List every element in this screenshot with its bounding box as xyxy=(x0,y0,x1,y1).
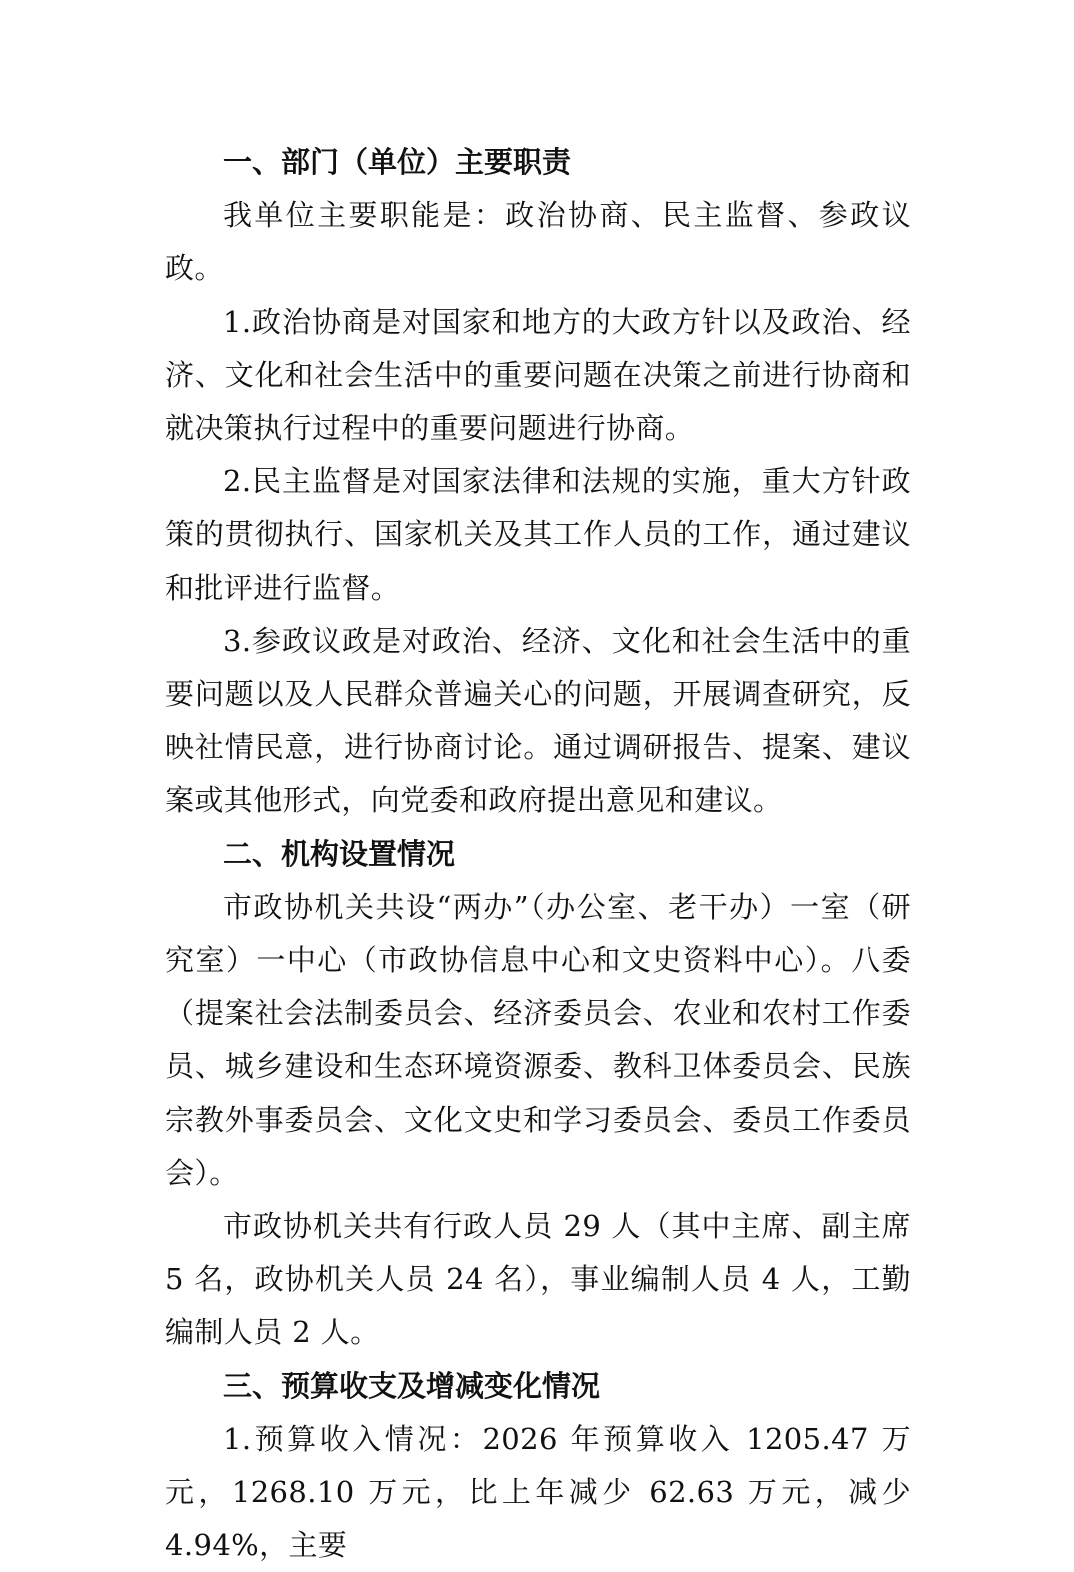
section-heading-organization: 二、机构设置情况 xyxy=(223,836,456,871)
paragraph-organization-setup: 市政协机关共设“两办”（办公室、老干办）一室（研究室）一中心（市政协信息中心和文史资料中心）。八委（提案社会法制委员会、经济委员会、农业和农村工作委员、城乡建设和生态环境资源委、教科卫体委员会、民族宗教外事委员会、文化文史和学习委员会、委员工作委员会）。 xyxy=(165,889,911,1190)
paragraph-political-consultation: 1.政治协商是对国家和地方的大政方针以及政治、经济、文化和社会生活中的重要问题在决策之前进行协商和就决策执行过程中的重要问题进行协商。 xyxy=(165,304,911,446)
section-heading-budget: 三、预算收支及增减变化情况 xyxy=(223,1368,601,1403)
paragraph-democratic-supervision: 2.民主监督是对国家法律和法规的实施，重大方针政策的贯彻执行、国家机关及其工作人员的工作，通过建议和批评进行监督。 xyxy=(165,464,911,605)
section-heading-duties: 一、部门（单位）主要职责 xyxy=(223,145,572,179)
paragraph-main-functions: 我单位主要职能是：政治协商、民主监督、参政议政。 xyxy=(165,198,911,286)
paragraph-participation: 3.参政议政是对政治、经济、文化和社会生活中的重要问题以及人民群众普遍关心的问题，开展调查研究，反映社情民意，进行协商讨论。通过调研报告、提案、建议案或其他形式，向党委和政府提出意见和建议。 xyxy=(165,623,911,818)
paragraph-staffing: 市政协机关共有行政人员 29 人（其中主席、副主席 5 名，政协机关人员 24 名），事业编制人员 4 人，工勤编制人员 2 人。 xyxy=(165,1209,911,1350)
document-page xyxy=(165,136,911,1572)
paragraph-budget-income: 1.预算收入情况：2026 年预算收入 1205.47 万元，1268.10 万元，比上年减少 62.63 万元，减少 4.94%，主要 xyxy=(165,1421,911,1563)
